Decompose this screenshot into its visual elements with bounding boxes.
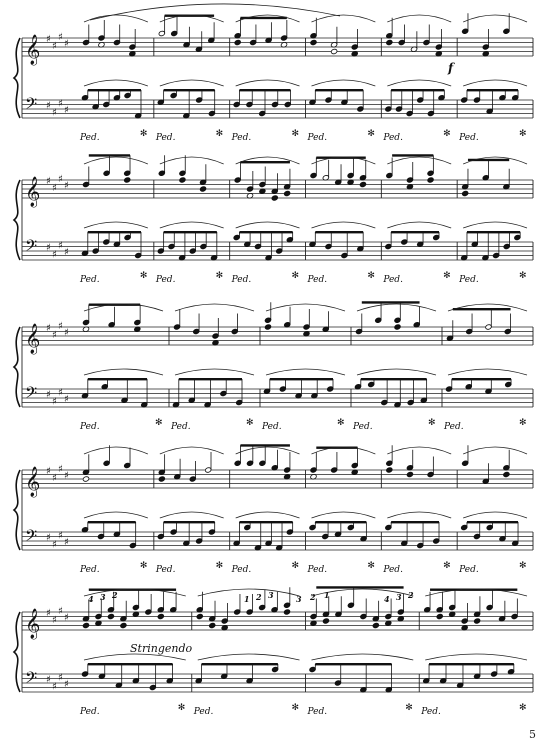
bass-clef-icon: 𝄢: [25, 527, 38, 549]
bass-clef-icon: 𝄢: [25, 237, 38, 259]
pedal-mark: Ped.: [155, 565, 176, 575]
note-head: [386, 39, 393, 45]
fingering-number: 2: [256, 592, 262, 602]
pedal-mark: Ped.: [80, 565, 100, 575]
bass-staff: [22, 384, 533, 407]
key-sharp: ♯: [64, 394, 69, 405]
key-sharp: ♯: [46, 466, 51, 477]
treble-clef-icon: 𝄞: [25, 467, 41, 497]
note-head: [120, 622, 127, 628]
note-beam: [239, 521, 292, 523]
note-head: [331, 48, 338, 54]
key-sharp: ♯: [52, 614, 57, 626]
slur: [463, 222, 527, 228]
pedal-mark: Ped.: [459, 133, 479, 143]
bass-clef-icon: 𝄢: [25, 669, 38, 691]
slur: [387, 222, 451, 228]
pedal-release: ✻: [519, 561, 527, 571]
measure: [352, 301, 436, 432]
system-4: [14, 444, 533, 575]
slur: [387, 157, 451, 164]
pedal-release: ✻: [337, 418, 345, 428]
pedal-release: ✻: [443, 561, 451, 571]
pedal-release: ✻: [155, 418, 163, 428]
slur: [387, 15, 451, 22]
pedal-mark: Ped.: [459, 565, 479, 575]
note-head: [359, 181, 366, 187]
brace-icon: [14, 612, 20, 692]
slur: [312, 512, 376, 518]
key-sharp: ♯: [64, 327, 69, 339]
slur: [84, 222, 148, 228]
key-sharp: ♯: [52, 40, 57, 52]
note-beam: [391, 89, 444, 91]
slur: [387, 80, 451, 86]
key-sharp: ♯: [58, 173, 63, 185]
note-head: [196, 613, 203, 619]
pedal-mark: Ped.: [80, 133, 100, 143]
pedal-mark: Ped.: [80, 275, 100, 285]
slur: [357, 369, 436, 375]
measure: [155, 155, 224, 285]
key-sharp: ♯: [52, 539, 57, 551]
pedal-release: ✻: [246, 418, 254, 428]
measure: [458, 157, 527, 285]
note-head: [179, 177, 186, 183]
note-beam: [429, 663, 514, 665]
measure: [307, 447, 376, 576]
note-beam: [88, 521, 136, 523]
slur: [84, 15, 148, 22]
measure: [307, 15, 376, 143]
note-beam: [391, 231, 439, 233]
fingering-number: 4: [88, 594, 94, 604]
note-beam: [391, 521, 439, 523]
pedal-release: ✻: [367, 129, 375, 139]
note-beam: [452, 378, 511, 380]
slur: [357, 304, 436, 311]
note-head: [386, 467, 393, 473]
pedal-release: ✻: [443, 129, 451, 139]
measure: [458, 13, 527, 143]
page-number: 5: [529, 728, 536, 741]
note-beam: [467, 89, 518, 91]
key-sharp: ♯: [58, 98, 63, 110]
key-sharp: ♯: [64, 679, 69, 690]
slur: [175, 369, 254, 375]
note-head: [107, 613, 114, 619]
note-head: [82, 622, 89, 628]
bass-clef-icon: 𝄢: [25, 384, 38, 406]
note-head: [284, 190, 291, 196]
pedal-release: ✻: [291, 271, 300, 281]
note-head: [264, 324, 271, 330]
note-head: [310, 39, 317, 45]
system-5: [14, 586, 533, 717]
note-beam: [315, 231, 363, 233]
note-head: [372, 622, 379, 628]
fingering-number: 3: [100, 592, 106, 602]
tempo-text-stringendo: Stringendo: [130, 642, 193, 655]
treble-clef-icon: 𝄞: [25, 177, 41, 207]
pedal-release: ✻: [291, 129, 300, 139]
slur: [160, 222, 224, 228]
dynamic-forte: f: [448, 61, 454, 75]
system-3: [14, 301, 533, 432]
measure: [382, 154, 451, 285]
key-sharp: ♯: [52, 249, 57, 261]
measure: [420, 589, 527, 718]
note-head: [283, 609, 290, 615]
key-sharp: ♯: [46, 674, 51, 686]
note-beam: [467, 231, 520, 233]
pedal-release: ✻: [139, 271, 148, 281]
note-head: [82, 476, 89, 482]
slur: [84, 447, 148, 454]
pedal-mark: Ped.: [444, 422, 464, 432]
slur: [463, 447, 527, 454]
key-sharp: ♯: [64, 247, 69, 258]
key-sharp: ♯: [46, 176, 51, 187]
slur: [160, 157, 224, 164]
slur: [387, 512, 451, 518]
note-beam: [179, 378, 242, 380]
note-head: [503, 471, 510, 477]
pedal-release: ✻: [291, 703, 300, 713]
key-sharp: ♯: [46, 532, 51, 544]
note-beam: [315, 89, 363, 91]
system-2: [14, 154, 533, 285]
key-sharp: ♯: [46, 608, 51, 619]
key-sharp: ♯: [64, 180, 69, 192]
pedal-release: ✻: [405, 703, 413, 713]
note-head: [157, 613, 164, 619]
measure: [307, 157, 376, 286]
pedal-mark: Ped.: [383, 565, 403, 575]
measure: [231, 157, 300, 285]
slur: [463, 15, 527, 22]
fingering-number: 1: [244, 594, 250, 604]
measure: [382, 15, 451, 143]
pedal-release: ✻: [215, 129, 224, 139]
fingering-number: 1: [324, 590, 330, 600]
brace-icon: [14, 470, 20, 550]
note-beam: [88, 378, 147, 380]
note-beam: [164, 521, 215, 523]
note-head: [234, 39, 241, 45]
note-beam: [453, 308, 511, 310]
slur: [312, 80, 376, 86]
pedal-mark: Ped.: [231, 133, 252, 143]
key-sharp: ♯: [64, 38, 69, 50]
measure: [155, 447, 224, 575]
key-sharp: ♯: [58, 387, 63, 399]
key-sharp: ♯: [52, 472, 57, 484]
key-sharp: ♯: [58, 31, 63, 43]
key-sharp: ♯: [52, 681, 57, 693]
pedal-release: ✻: [215, 271, 224, 281]
note-beam: [240, 161, 289, 163]
note-beam: [88, 663, 173, 665]
key-sharp: ♯: [52, 396, 57, 408]
fingering-number: 3: [296, 594, 302, 604]
treble-clef-icon: 𝄞: [25, 35, 41, 65]
slur: [312, 15, 376, 22]
measure: [193, 587, 300, 717]
note-beam: [164, 231, 217, 233]
fingering-number: 2: [112, 590, 118, 600]
fingering-number: 3: [396, 592, 402, 602]
pedal-release: ✻: [428, 418, 436, 428]
note-beam: [240, 444, 289, 446]
note-beam: [88, 231, 141, 233]
note-beam: [270, 378, 333, 380]
slur: [266, 369, 345, 375]
key-sharp: ♯: [52, 329, 57, 341]
note-head: [209, 622, 216, 628]
measure: [307, 586, 414, 717]
note-beam: [467, 521, 518, 523]
pedal-mark: Ped.: [353, 422, 373, 432]
note-beam: [88, 89, 141, 91]
note-head: [474, 618, 481, 624]
slur: [160, 512, 224, 518]
key-sharp: ♯: [46, 242, 51, 254]
slur: [266, 304, 345, 311]
note-head: [199, 186, 206, 192]
note-beam: [164, 89, 215, 91]
slur: [160, 80, 224, 86]
note-beam: [239, 89, 290, 91]
phrase-slur: [90, 4, 340, 20]
pedal-mark: Ped.: [307, 275, 328, 285]
measure: [458, 445, 527, 575]
pedal-mark: Ped.: [171, 422, 191, 432]
note-head: [158, 476, 165, 482]
fingering-number: 2: [310, 592, 316, 602]
key-sharp: ♯: [58, 672, 63, 684]
slur: [160, 447, 224, 454]
note-head: [462, 190, 469, 196]
slur: [387, 447, 451, 454]
bass-clef-icon: 𝄢: [25, 95, 38, 117]
pedal-release: ✻: [139, 561, 148, 571]
pedal-mark: Ped.: [193, 707, 214, 717]
note-head: [406, 471, 413, 477]
slur: [463, 512, 527, 518]
key-sharp: ♯: [58, 240, 63, 252]
fingering-number: 3: [268, 590, 274, 600]
note-head: [271, 195, 278, 201]
slur: [312, 654, 414, 660]
note-beam: [315, 521, 366, 523]
slur: [198, 654, 300, 660]
note-beam: [316, 586, 403, 588]
note-beam: [202, 663, 278, 665]
pedal-release: ✻: [367, 271, 375, 281]
key-sharp: ♯: [52, 107, 57, 119]
key-sharp: ♯: [46, 323, 51, 334]
note-beam: [392, 154, 433, 156]
pedal-release: ✻: [443, 271, 451, 281]
slur: [448, 369, 527, 375]
measure: [261, 302, 345, 432]
note-beam: [315, 663, 391, 665]
measure: [231, 15, 300, 143]
note-head: [124, 177, 131, 183]
key-sharp: ♯: [64, 470, 69, 482]
slur: [236, 222, 300, 228]
measure: [170, 304, 254, 432]
slur: [236, 512, 300, 518]
note-beam: [239, 231, 292, 233]
pedal-mark: Ped.: [80, 422, 100, 432]
measure: [79, 445, 148, 575]
pedal-release: ✻: [519, 418, 527, 428]
slur: [84, 512, 148, 518]
key-sharp: ♯: [46, 389, 51, 401]
pedal-release: ✻: [215, 561, 224, 571]
fingering-number: 2: [408, 590, 414, 600]
pedal-release: ✻: [519, 129, 527, 139]
measure: [79, 15, 148, 143]
fingering-number: 4: [384, 594, 390, 604]
pedal-mark: Ped.: [307, 707, 328, 717]
pedal-mark: Ped.: [383, 133, 403, 143]
measure: [155, 15, 224, 144]
pedal-release: ✻: [291, 561, 300, 571]
system-1: [14, 4, 533, 143]
key-sharp: ♯: [58, 320, 63, 332]
note-head: [436, 613, 443, 619]
pedal-mark: Ped.: [155, 133, 176, 143]
pedal-mark: Ped.: [307, 133, 328, 143]
measure: [443, 304, 527, 432]
note-beam: [89, 154, 130, 156]
pedal-release: ✻: [519, 271, 527, 281]
slur: [84, 157, 148, 164]
slur: [84, 369, 163, 375]
key-sharp: ♯: [46, 100, 51, 112]
note-head: [322, 618, 329, 624]
key-sharp: ♯: [58, 605, 63, 617]
measure: [231, 444, 300, 575]
brace-icon: [14, 180, 20, 260]
pedal-release: ✻: [139, 129, 148, 139]
pedal-mark: Ped.: [421, 707, 441, 717]
pedal-mark: Ped.: [80, 707, 100, 717]
pedal-mark: Ped.: [459, 275, 479, 285]
pedal-mark: Ped.: [155, 275, 176, 285]
treble-clef-icon: 𝄞: [25, 324, 41, 354]
pedal-mark: Ped.: [383, 275, 403, 285]
slur: [425, 654, 527, 660]
note-beam: [361, 378, 427, 380]
measure: [79, 154, 148, 285]
pedal-mark: Ped.: [231, 275, 252, 285]
pedal-mark: Ped.: [307, 565, 328, 575]
key-sharp: ♯: [64, 537, 69, 548]
treble-staff: [22, 321, 533, 355]
slur: [236, 80, 300, 86]
pedal-release: ✻: [177, 703, 186, 713]
pedal-release: ✻: [367, 561, 375, 571]
note-head: [394, 324, 401, 330]
bass-staff: [22, 669, 533, 692]
slur: [463, 80, 527, 86]
key-sharp: ♯: [58, 530, 63, 542]
note-head: [427, 177, 434, 183]
key-sharp: ♯: [52, 182, 57, 194]
measure: [382, 445, 451, 575]
slur: [84, 80, 148, 86]
key-sharp: ♯: [64, 105, 69, 116]
brace-icon: [14, 327, 20, 407]
pedal-release: ✻: [519, 703, 527, 713]
note-beam: [362, 301, 420, 303]
pedal-mark: Ped.: [231, 565, 252, 575]
measure: [79, 304, 163, 433]
pedal-mark: Ped.: [262, 422, 282, 432]
key-sharp: ♯: [58, 463, 63, 475]
treble-clef-icon: 𝄞: [25, 609, 41, 639]
key-sharp: ♯: [64, 612, 69, 624]
slur: [312, 222, 376, 228]
slur: [175, 304, 254, 311]
key-sharp: ♯: [46, 34, 51, 45]
brace-icon: [14, 38, 20, 118]
